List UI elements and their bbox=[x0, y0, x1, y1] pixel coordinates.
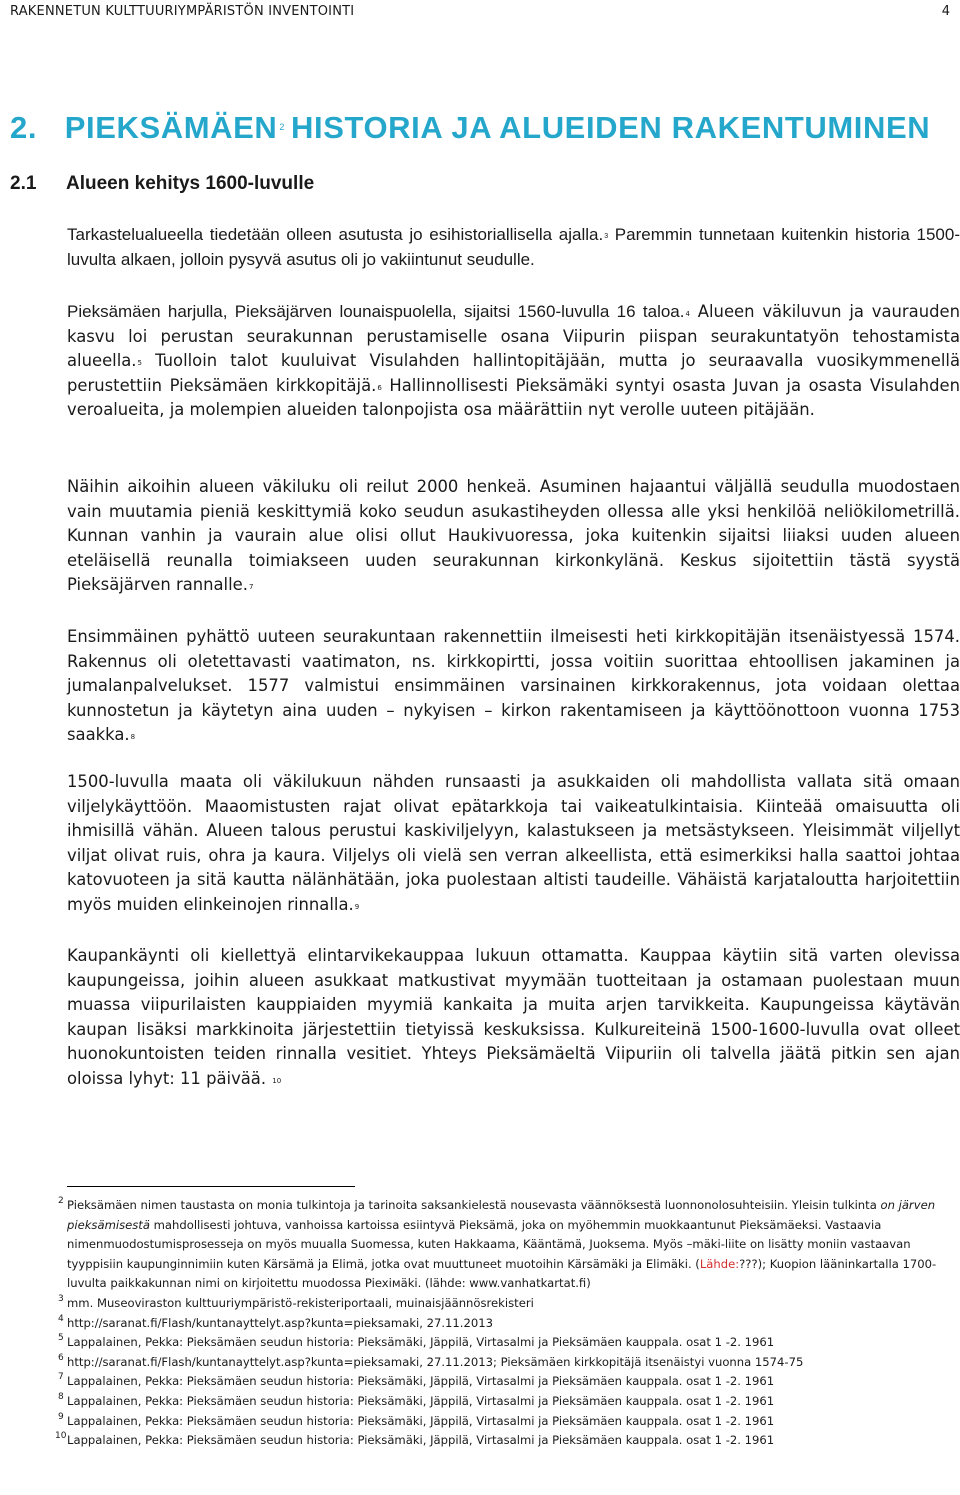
footnote-text[interactable]: http://saranat.fi/Flash/kuntanayttelyt.asp?kunta=pieksamaki, 27.11.2013; Pieksämäen kirkkopitäjä itsenäistyi vuonna 1574-75 bbox=[67, 1354, 804, 1369]
footnote bbox=[58, 1372, 960, 1392]
chapter-heading bbox=[10, 110, 930, 146]
footnote bbox=[58, 1391, 960, 1412]
footnote-ref[interactable]: 2 bbox=[279, 122, 286, 132]
footnote-text: Lappalainen, Pekka: Pieksämäen seudun historia: Pieksämäki, Jäppilä, Virtasalmi ja Pieksämäen kauppala. osat 1 -2. 1961 bbox=[67, 1433, 775, 1448]
page-header bbox=[0, 0, 960, 30]
paragraph-text: Tarkastelualueella tiedetään olleen asutusta jo esihistoriallisella ajalla. bbox=[67, 225, 604, 244]
footnote bbox=[58, 1333, 960, 1353]
footnote-ref[interactable]: 8 bbox=[130, 733, 136, 742]
source-placeholder: Lähde: bbox=[699, 1256, 740, 1271]
section-title: Alueen kehitys 1600-luvulle bbox=[66, 173, 315, 194]
footnote-divider bbox=[67, 1186, 355, 1187]
footnote-text: mm. Museoviraston kulttuuriympäristö-rekisteriportaali, muinaisjäännösrekisteri bbox=[67, 1295, 534, 1310]
footnote-ref[interactable]: 5 bbox=[137, 359, 142, 368]
footnote bbox=[58, 1293, 960, 1314]
header-title: RAKENNETUN KULTTUURIYMPÄRISTÖN INVENTOINTI bbox=[10, 4, 355, 19]
footnote-emphasis: on järven pieksämisestä bbox=[67, 1198, 936, 1232]
footnote-text: Lappalainen, Pekka: Pieksämäen seudun historia: Pieksämäki, Jäppilä, Virtasalmi ja Pieksämäen kauppala. osat 1 -2. 1961 bbox=[67, 1335, 775, 1350]
paragraph-text: 1500-luvulla maata oli väkilukuun nähden runsaasti ja asukkaiden oli mahdollista vallata sitä omaan viljelykäyttöön. Maaomistusten rajat olivat epätarkkoja tai vaikeatulkintaisia. Kiinteää omaisuutta oli ihmisillä vähän. Alueen talous perustui kaskiviljelyyn, kalastukseen ja metsästykseen. Yleisimmät viljellyt viljat olivat ruis, ohra ja kaura. Viljelys oli vielä sen verran alkeellista, että esimerkiksi halla saattoi johtaa katovuoteen ja sitä kautta nälänhätään, joka puolestaan altisti taudeille. Vähäistä karjataloutta harjoitettiin myös muiden elinkeinojen rinnalla. bbox=[67, 772, 960, 914]
footnote-text: Lappalainen, Pekka: Pieksämäen seudun historia: Pieksämäki, Jäppilä, Virtasalmi ja Pieksämäen kauppala. osat 1 -2. 1961 bbox=[67, 1393, 775, 1408]
paragraph-text: Ensimmäinen pyhättö uuteen seurakuntaan rakennettiin ilmeisesti heti kirkkopitäjän itsenäistyessä 1574. Rakennus oli oletettavasti vaatimaton, ns. kirkkopirtti, jossa voitiin suorittaa ehtoollisen jakaminen ja jumalanpalvelukset. 1577 valmistui ensimmäinen varsinainen kirkkorakennus, jota voidaan olettaa kunnostetun ja käytetyn aina uuden – nykyisen – kirkon rakentamiseen ja käyttöönottoon vuonna 1753 saakka. bbox=[67, 627, 960, 745]
paragraph bbox=[67, 625, 960, 748]
footnote-number: 9 bbox=[58, 1411, 64, 1422]
footnote-ref[interactable]: 3 bbox=[604, 233, 609, 240]
footnote-text: ???); Kuopion lääninkartalla 1700-luvulta paikkakunnan nimi on kirjoitettu muodossa Piexiмäki. (lähde: www.vanhatkartat.fi) bbox=[67, 1256, 937, 1291]
paragraph bbox=[67, 300, 960, 423]
footnote-text: Lappalainen, Pekka: Pieksämäen seudun historia: Pieksämäki, Jäppilä, Virtasalmi ja Pieksämäen kauppala. osat 1 -2. 1961 bbox=[67, 1374, 775, 1389]
paragraph-text: Alueen väkiluvun ja vaurauden kasvu loi perustan seurakunnan perustamiselle osana Viipurin piispan seurakuntatyön tehostamista alueella. bbox=[67, 302, 960, 371]
chapter-title: PIEKSÄMÄEN bbox=[64, 110, 278, 145]
paragraph bbox=[67, 770, 960, 918]
footnote-number: 7 bbox=[58, 1372, 64, 1383]
footnote-text[interactable]: http://saranat.fi/Flash/kuntanayttelyt.asp?kunta=pieksamaki, 27.11.2013 bbox=[67, 1315, 494, 1330]
footnote-number: 3 bbox=[58, 1293, 64, 1304]
footnote-number: 4 bbox=[58, 1313, 64, 1324]
footnote-ref[interactable]: 10 bbox=[272, 1076, 282, 1085]
footnote-ref[interactable]: 7 bbox=[248, 583, 254, 592]
footnote-ref[interactable]: 4 bbox=[685, 310, 690, 318]
chapter-title-rest: HISTORIA JA ALUEIDEN RAKENTUMINEN bbox=[291, 110, 931, 145]
footnotes bbox=[55, 1196, 960, 1451]
footnote-text: Pieksämäen nimen taustasta on monia tulkintoja ja tarinoita saksankielestä nousevasta väännöksestä luonnonolosuhteisiin. Yleisin tulkinta bbox=[67, 1198, 881, 1212]
footnote bbox=[58, 1313, 960, 1334]
section-number: 2.1 bbox=[10, 173, 37, 194]
paragraph-text: Pieksämäen harjulla, Pieksäjärven lounaispuolella, sijaitsi 1560-luvulla 16 taloa. bbox=[67, 302, 685, 321]
paragraph-text: Paremmin tunnetaan kuitenkin historia 1500-luvulta alkaen, jolloin pysyvä asutus oli jo vakiintunut seudulle. bbox=[67, 225, 960, 269]
footnote bbox=[58, 1196, 960, 1294]
paragraph bbox=[67, 475, 960, 598]
footnote-text: Lappalainen, Pekka: Pieksämäen seudun historia: Pieksämäki, Jäppilä, Virtasalmi ja Pieksämäen kauppala. osat 1 -2. 1961 bbox=[67, 1413, 775, 1428]
footnote-number: 10 bbox=[55, 1431, 67, 1442]
chapter-number: 2. bbox=[10, 110, 38, 145]
footnote-number: 5 bbox=[58, 1333, 64, 1344]
footnote-text: mahdollisesti johtuva, vanhoissa kartoissa esiintyvä Pieksämä, joka on myöhemmin muokkaantunut Pieksämäeksi. Vastaavia nimenmuodostumisprosesseja on myös muualla Suomessa, kuten Hakkaama, Kääntämä, Juoksema. Myös –mäki-liite on lisätty moniin vastaavan tyyppisiin kaupunginnimiin kuten Kärsämä ja Elimä, jotka ovat muuttuneet muotoihin Kärsämäki ja Elimäki. ( bbox=[67, 1217, 911, 1271]
page-number: 4 bbox=[941, 4, 950, 19]
footnote bbox=[58, 1411, 960, 1432]
footnote-ref[interactable]: 6 bbox=[377, 383, 382, 392]
footnote-ref[interactable]: 9 bbox=[354, 902, 360, 911]
paragraph bbox=[67, 223, 960, 272]
footnote bbox=[55, 1431, 960, 1451]
paragraph bbox=[67, 944, 960, 1092]
paragraph-text: Tuolloin talot kuuluivat Visulahden hallintopitäjään, mutta jo seuraavalla vuosikymmenellä perustettiin Pieksämäen kirkkopitäjä. bbox=[67, 351, 960, 395]
footnote-number: 8 bbox=[58, 1391, 64, 1402]
paragraph-text: Näihin aikoihin alueen väkiluku oli reilut 2000 henkeä. Asuminen hajaantui väljällä seudulla muodostaen vain muutamia pieniä keskittymiä koko seudun asukastiheyden ollessa alle yksi henkilöä neliökilometrillä. Kunnan vanhin ja vaurain alue olisi ollut Haukivuoressa, joka kuitenkin sijaitsi liiaksi uuden alueen eteläisellä reunalla toimiakseen uuden seurakunnan kirkonkylänä. Keskus sijoitettiin tästä syystä Pieksäjärven rannalle. bbox=[67, 477, 960, 595]
paragraph-text: Hallinnollisesti Pieksämäki syntyi osasta Juvan ja osasta Visulahden veroalueita, ja molempien alueiden talonpojista osa määrättiin nyt verolle uuteen pitäjään. bbox=[67, 375, 960, 420]
footnote-number: 6 bbox=[58, 1352, 64, 1363]
footnote-number: 2 bbox=[58, 1196, 64, 1206]
section-heading bbox=[10, 173, 314, 195]
footnote bbox=[58, 1352, 960, 1373]
paragraph-text: Kaupankäynti oli kiellettyä elintarvikekauppaa lukuun ottamatta. Kauppaa käytiin sitä varten olevissa kaupungeissa, joihin alueen asukkaat matkustivat myymään tuotteitaan ja ostamaan puolestaan muun muassa viipurilaisten kauppiaiden myymiä kankaita ja muita arjen tarvikkeita. Kaupungeissa käytävän kaupan lisäksi markkinoita järjestettiin tietyissä keskuksissa. Kulkureiteinä 1500-1600-luvulla ovat olleet huonokuntoisten teiden rinnalla vesitiet. Yhteys Pieksämäeltä Viipuriin oli talvella jäätä pitkin sen ajan oloissa lyhyt: 11 päivää. bbox=[67, 946, 960, 1088]
